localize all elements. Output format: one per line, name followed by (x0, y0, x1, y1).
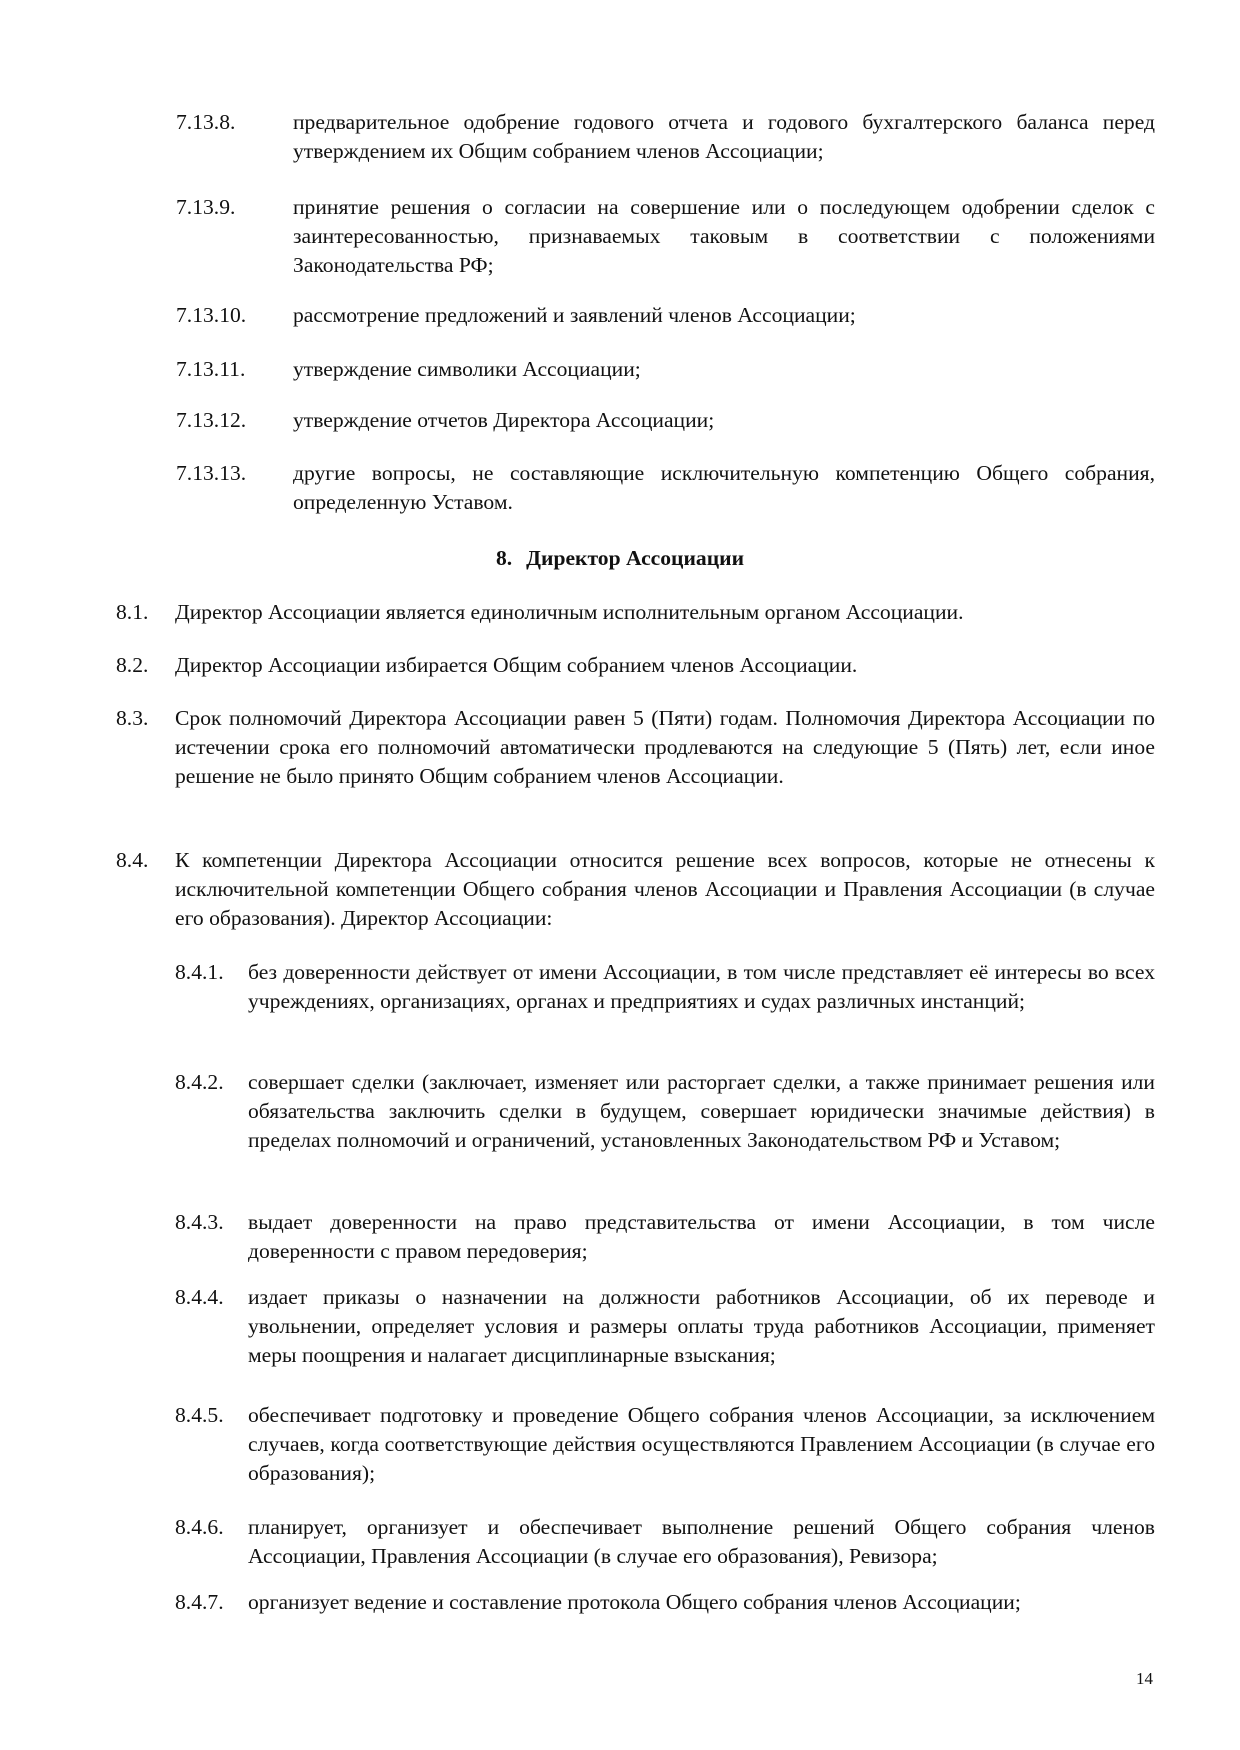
clause-text: рассмотрение предложений и заявлений членов Ассоциации; (293, 303, 856, 327)
clause-text: другие вопросы, не составляющие исключительную компетенцию Общего собрания, определенную Уставом. (293, 461, 1155, 514)
clause-number: 8.4.7. (175, 1590, 224, 1614)
clause-number: 7.13.8. (176, 110, 236, 134)
clause-text: предварительное одобрение годового отчета и годового бухгалтерского баланса перед утверждением их Общим собранием членов Ассоциации; (293, 110, 1155, 163)
clause-number: 8.2. (116, 653, 149, 677)
clause-text: принятие решения о согласии на совершение или о последующем одобрении сделок с заинтересованностью, признаваемых таковым в соответствии с положениями Законодательства РФ; (293, 195, 1155, 277)
clause-text: Директор Ассоциации избирается Общим собранием членов Ассоциации. (175, 653, 858, 677)
clause-text: издает приказы о назначении на должности работников Ассоциации, об их переводе и увольнении, определяет условия и размеры оплаты труда работников Ассоциации, применяет меры поощрения и налагает дисциплинарные взыскания; (248, 1285, 1155, 1367)
clause-number: 7.13.13. (176, 461, 247, 485)
clause-number: 8.4.4. (175, 1285, 224, 1309)
clause-text: планирует, организует и обеспечивает выполнение решений Общего собрания членов Ассоциации, Правления Ассоциации (в случае его образования), Ревизора; (248, 1515, 1155, 1568)
clause-number: 8.4.6. (175, 1515, 224, 1539)
clause-text: без доверенности действует от имени Ассоциации, в том числе представляет её интересы во всех учреждениях, организациях, органах и предприятиях и судах различных инстанций; (248, 960, 1155, 1013)
clause-number: 7.13.12. (176, 408, 247, 432)
clause-number: 8.1. (116, 600, 149, 624)
clause-number: 8.4. (116, 848, 149, 872)
clause-number: 7.13.9. (176, 195, 236, 219)
clause-text: Директор Ассоциации является единоличным исполнительным органом Ассоциации. (175, 600, 964, 624)
page-number: 14 (1136, 1669, 1153, 1688)
clause-text: выдает доверенности на право представительства от имени Ассоциации, в том числе доверенности с правом передоверия; (248, 1210, 1155, 1263)
clause-number: 8.4.5. (175, 1403, 224, 1427)
clause-text: утверждение символики Ассоциации; (293, 357, 641, 381)
clause-number: 7.13.10. (176, 303, 247, 327)
clause-number: 8.4.1. (175, 960, 224, 984)
section-number: 8. (495, 546, 513, 570)
section-heading (0, 544, 1240, 573)
clause-text: Срок полномочий Директора Ассоциации равен 5 (Пяти) годам. Полномочия Директора Ассоциации по истечении срока его полномочий автоматически продлеваются на следующие 5 (Пять) лет, если иное решение не было принято Общим собранием членов Ассоциации. (175, 706, 1155, 788)
clause-text: организует ведение и составление протокола Общего собрания членов Ассоциации; (248, 1590, 1021, 1614)
clause-text: обеспечивает подготовку и проведение Общего собрания членов Ассоциации, за исключением случаев, когда соответствующие действия осуществляются Правлением Ассоциации (в случае его образования); (248, 1403, 1155, 1485)
clause-text: К компетенции Директора Ассоциации относится решение всех вопросов, которые не отнесены к исключительной компетенции Общего собрания членов Ассоциации и Правления Ассоциации (в случае его образования). Директор Ассоциации: (175, 848, 1155, 930)
clause-text: утверждение отчетов Директора Ассоциации; (293, 408, 715, 432)
clause-number: 8.4.2. (175, 1070, 224, 1094)
clause-number: 8.3. (116, 706, 149, 730)
clause-number: 8.4.3. (175, 1210, 224, 1234)
clause-text: совершает сделки (заключает, изменяет или расторгает сделки, а также принимает решения или обязательства заключить сделки в будущем, совершает юридически значимые действия) в пределах полномочий и ограничений, установленных Законодательством РФ и Уставом; (248, 1070, 1155, 1152)
clause-number: 7.13.11. (176, 357, 246, 381)
section-title: Директор Ассоциации (526, 546, 745, 570)
